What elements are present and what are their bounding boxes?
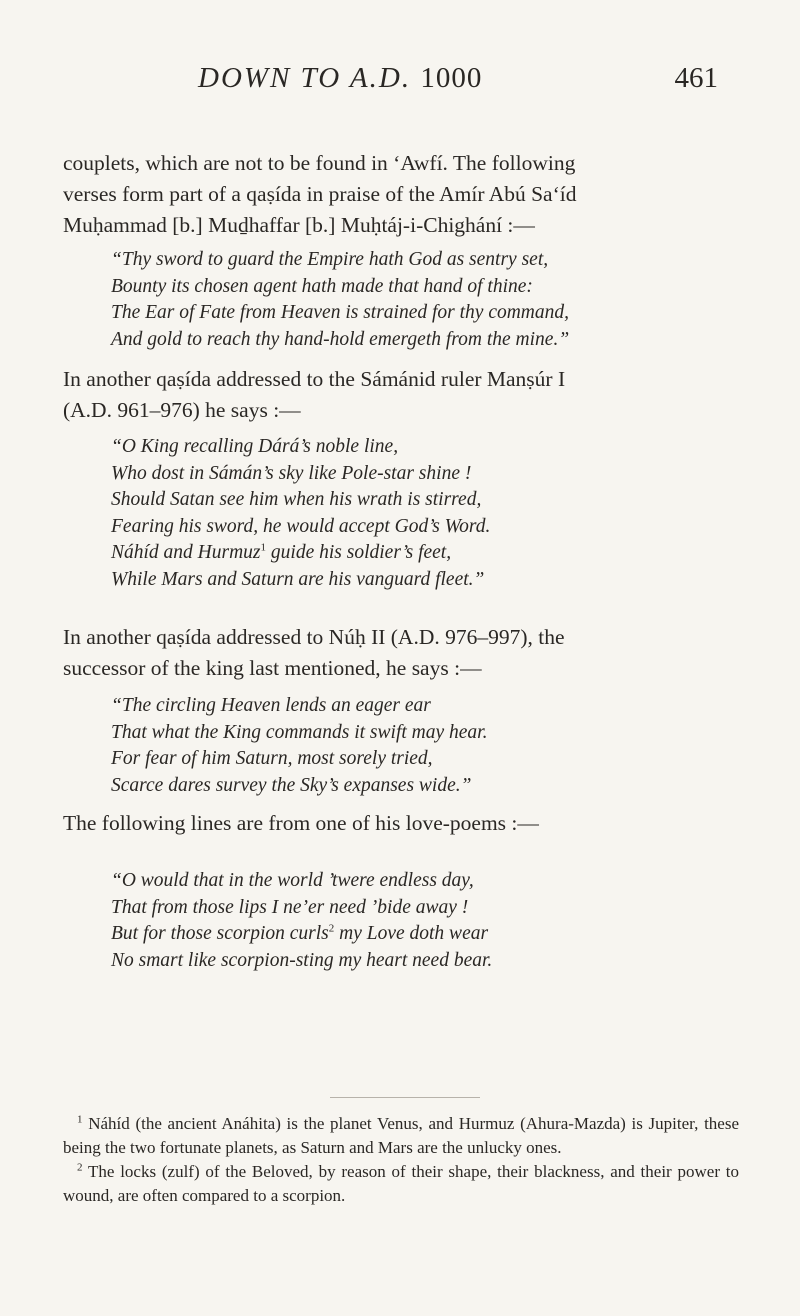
footnote-marker: 2	[77, 1161, 83, 1174]
poem-line: That from those lips I ne’er need ’bide away !	[111, 896, 469, 918]
text-line: couplets, which are not to be found in ʻAwfí. The following	[63, 151, 576, 175]
paragraph-4	[63, 808, 739, 839]
text-line: The following lines are from one of his love-poems :—	[63, 811, 539, 835]
poem-4	[111, 868, 751, 974]
footnote-marker: 2	[328, 922, 335, 935]
footnote-marker: 1	[260, 541, 267, 554]
text-line: In another qaṣída addressed to Núḥ II (A.D. 976–997), the	[63, 625, 565, 649]
paragraph-3	[63, 622, 739, 684]
footnote-text: Náhíd (the ancient Anáhita) is the planet Venus, and Hurmuz (Ahura-Mazda) is Jupiter, these being the two fortunate planets, as Saturn and Mars are the unlucky ones.	[63, 1114, 739, 1157]
poem-line: No smart like scorpion-sting my heart need bear.	[111, 949, 493, 971]
poem-line-with-footnote	[111, 540, 751, 567]
poem-line-part: But for those scorpion curls	[111, 923, 329, 944]
text-line: Muḥammad [b.] Muḏhaffar [b.] Muḥtáj-i-Chighání :—	[63, 213, 535, 237]
text-line: successor of the king last mentioned, he says :—	[63, 656, 482, 680]
running-title-text: DOWN TO A.D.	[198, 62, 412, 94]
poem-line: “O would that in the world ’twere endless day,	[111, 870, 474, 891]
paragraph-1	[63, 148, 739, 241]
poem-line: And gold to reach thy hand-hold emergeth from the mine.”	[111, 328, 570, 350]
footnotes	[63, 1112, 739, 1208]
poem-line: Fearing his sword, he would accept God’s Word.	[111, 515, 491, 537]
text-line: verses form part of a qaṣída in praise of the Amír Abú Saʻíd	[63, 182, 577, 206]
page-number: 461	[674, 62, 718, 94]
poem-line: Who dost in Sámán’s sky like Pole-star shine !	[111, 462, 472, 484]
running-title	[198, 62, 482, 95]
poem-line-part: my Love doth wear	[339, 923, 489, 944]
text-line: In another qaṣída addressed to the Sámánid ruler Manṣúr I	[63, 367, 566, 391]
poem-line: “O King recalling Dárá’s noble line,	[111, 436, 399, 457]
footnote-divider	[330, 1097, 480, 1098]
poem-line: While Mars and Saturn are his vanguard fleet.”	[111, 568, 485, 590]
paragraph-2	[63, 364, 739, 426]
footnote-text: The locks (zulf) of the Beloved, by reason of their shape, their blackness, and their power to wound, are often compared to a scorpion.	[63, 1162, 739, 1205]
footnote-marker: 1	[77, 1113, 83, 1126]
poem-line-part: guide his soldier’s feet,	[270, 542, 452, 563]
poem-line-with-footnote	[111, 921, 751, 948]
poem-line-part: Náhíd and Hurmuz	[111, 542, 261, 563]
poem-line: “Thy sword to guard the Empire hath God as sentry set,	[111, 249, 549, 270]
poem-line: “The circling Heaven lends an eager ear	[111, 695, 431, 716]
running-title-year: 1000	[420, 62, 483, 94]
poem-line: For fear of him Saturn, most sorely tried,	[111, 748, 433, 769]
poem-line: Scarce dares survey the Sky’s expanses wide.”	[111, 774, 472, 796]
footnote-2	[63, 1160, 739, 1208]
poem-3	[111, 693, 751, 799]
poem-2	[111, 434, 751, 593]
footnote-1	[63, 1112, 739, 1160]
page-header	[0, 62, 800, 102]
poem-line: The Ear of Fate from Heaven is strained for thy command,	[111, 302, 570, 323]
poem-1	[111, 247, 751, 353]
poem-line: Should Satan see him when his wrath is stirred,	[111, 489, 482, 510]
poem-line: That what the King commands it swift may hear.	[111, 721, 488, 743]
poem-line: Bounty its chosen agent hath made that hand of thine:	[111, 275, 533, 297]
text-line: (A.D. 961–976) he says :—	[63, 398, 301, 422]
